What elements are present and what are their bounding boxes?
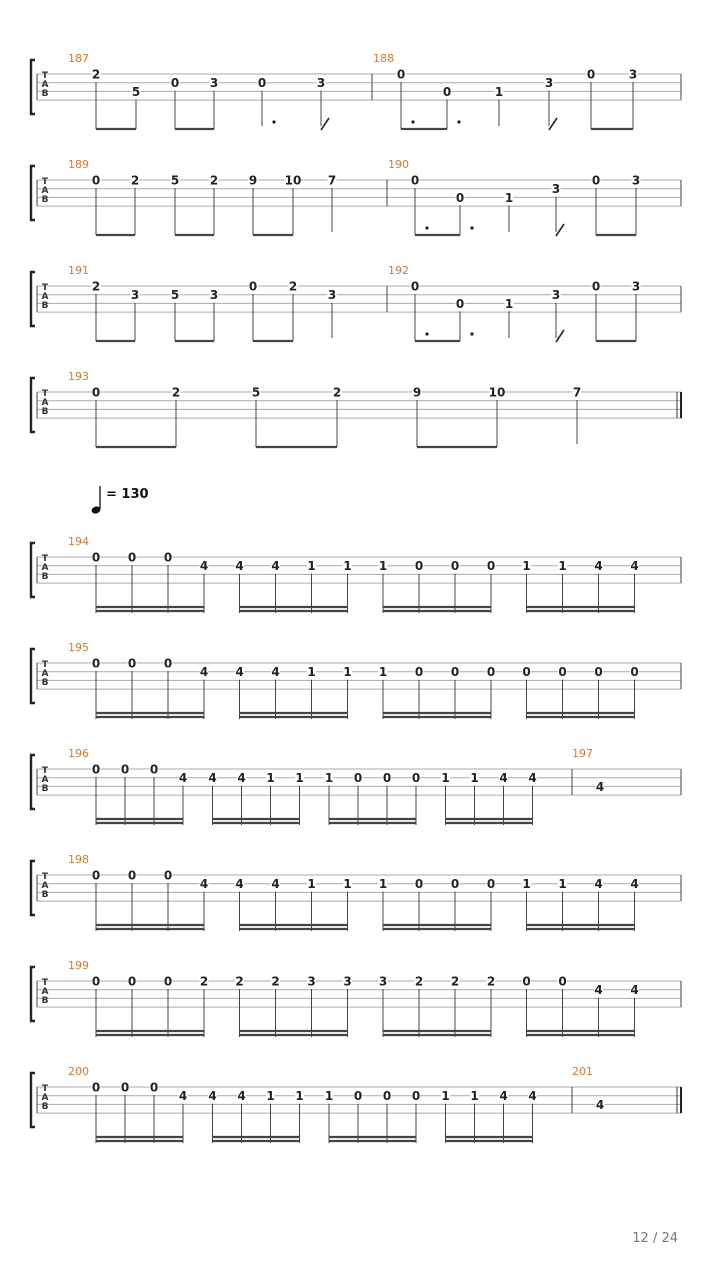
note-flag — [556, 224, 564, 236]
system-bracket — [31, 967, 35, 1021]
fret-number: 4 — [595, 1097, 605, 1112]
fret-number: 0 — [630, 665, 639, 680]
tab-clef-letter: B — [41, 89, 49, 99]
tab-clef-letter: T — [41, 978, 49, 988]
page-number: 12 / 24 — [632, 1231, 678, 1246]
fret-number: 4 — [595, 779, 605, 794]
fret-number: 0 — [127, 550, 137, 565]
fret-number: 5 — [170, 173, 180, 188]
fret-number: 0 — [486, 559, 496, 574]
fret-number: 3 — [130, 288, 140, 303]
fret-number: 0 — [558, 974, 567, 989]
fret-number: 0 — [450, 877, 460, 892]
system-bracket — [31, 755, 35, 809]
fret-number: 4 — [235, 877, 244, 892]
fret-number: 4 — [528, 1089, 537, 1104]
tab-system — [31, 158, 681, 236]
fret-number: 0 — [522, 974, 531, 989]
fret-number: 4 — [499, 1089, 508, 1104]
fret-number: 1 — [494, 84, 504, 99]
fret-number: 0 — [149, 762, 159, 777]
fret-number: 4 — [178, 1089, 188, 1104]
fret-number: 0 — [170, 76, 180, 91]
tab-system — [31, 853, 681, 931]
fret-number: 1 — [266, 1089, 275, 1104]
fret-number: 5 — [170, 288, 180, 303]
fret-number: 1 — [324, 1089, 334, 1104]
fret-number: 0 — [353, 771, 363, 786]
tab-clef-letter: B — [41, 407, 49, 417]
fret-number: 3 — [307, 974, 316, 989]
measure-number: 187 — [68, 52, 89, 65]
system-bracket — [31, 60, 35, 114]
fret-number: 1 — [504, 190, 514, 205]
tab-clef-letter: A — [41, 987, 49, 997]
fret-number: 0 — [163, 974, 173, 989]
fret-number: 1 — [378, 877, 388, 892]
fret-number: 4 — [271, 665, 280, 680]
tab-clef-letter: A — [41, 881, 49, 891]
duration-dot — [457, 120, 460, 123]
fret-number: 0 — [414, 559, 424, 574]
measure-number: 192 — [388, 264, 409, 277]
measure-number: 198 — [68, 853, 89, 866]
fret-number: 0 — [410, 279, 420, 294]
fret-number: 1 — [307, 877, 316, 892]
tab-clef-letter: A — [41, 80, 49, 90]
fret-number: 0 — [91, 868, 101, 883]
tab-system — [31, 52, 681, 130]
fret-number: 4 — [208, 1089, 217, 1104]
fret-number: 4 — [199, 559, 209, 574]
fret-number: 0 — [455, 296, 465, 311]
fret-number: 3 — [343, 974, 352, 989]
measure-number: 195 — [68, 641, 89, 654]
fret-number: 0 — [411, 771, 421, 786]
measure-number: 199 — [68, 959, 89, 972]
measure-number: 188 — [373, 52, 394, 65]
fret-number: 0 — [410, 173, 420, 188]
fret-number: 4 — [499, 771, 508, 786]
measure-number: 191 — [68, 264, 89, 277]
fret-number: 0 — [163, 656, 173, 671]
fret-number: 1 — [378, 665, 388, 680]
fret-number: 0 — [91, 656, 101, 671]
fret-number: 0 — [149, 1080, 159, 1095]
fret-number: 1 — [324, 771, 334, 786]
duration-dot — [425, 332, 428, 335]
fret-number: 3 — [209, 288, 219, 303]
fret-number: 3 — [327, 288, 337, 303]
fret-number: 1 — [441, 771, 450, 786]
fret-number: 1 — [295, 1089, 304, 1104]
fret-number: 0 — [120, 1080, 130, 1095]
fret-number: 1 — [522, 559, 531, 574]
fret-number: 4 — [594, 983, 603, 998]
fret-number: 3 — [631, 279, 641, 294]
fret-number: 0 — [91, 385, 101, 400]
fret-number: 0 — [127, 656, 137, 671]
system-bracket — [31, 649, 35, 703]
fret-number: 1 — [307, 665, 316, 680]
fret-number: 4 — [594, 559, 603, 574]
fret-number: 5 — [131, 84, 141, 99]
fret-number: 0 — [411, 1089, 421, 1104]
fret-number: 2 — [486, 974, 496, 989]
duration-dot — [411, 120, 414, 123]
fret-number: 9 — [412, 385, 422, 400]
tab-clef-letter: B — [41, 572, 49, 582]
fret-number: 1 — [558, 559, 567, 574]
system-bracket — [31, 166, 35, 220]
fret-number: 2 — [130, 173, 140, 188]
fret-number: 4 — [630, 983, 639, 998]
duration-dot — [272, 120, 275, 123]
tab-clef-letter: A — [41, 398, 49, 408]
fret-number: 0 — [163, 550, 173, 565]
fret-number: 1 — [441, 1089, 450, 1104]
tempo-value: = 130 — [106, 487, 149, 502]
fret-number: 0 — [382, 1089, 392, 1104]
tab-clef-letter: B — [41, 996, 49, 1006]
fret-number: 3 — [378, 974, 388, 989]
note-flag — [549, 118, 557, 130]
tab-clef-letter: B — [41, 784, 49, 794]
fret-number: 3 — [631, 173, 641, 188]
tab-clef-letter: A — [41, 669, 49, 679]
fret-number: 0 — [442, 84, 452, 99]
tab-clef-letter: B — [41, 1102, 49, 1112]
fret-number: 1 — [307, 559, 316, 574]
fret-number: 2 — [209, 173, 219, 188]
tab-clef-letter: A — [41, 775, 49, 785]
fret-number: 0 — [486, 877, 496, 892]
note-flag — [321, 118, 329, 130]
fret-number: 1 — [470, 1089, 479, 1104]
system-bracket — [31, 1073, 35, 1127]
fret-number: 2 — [450, 974, 460, 989]
measure-number: 190 — [388, 158, 409, 171]
fret-number: 0 — [127, 868, 137, 883]
tab-clef-letter: T — [41, 766, 49, 776]
fret-number: 9 — [248, 173, 258, 188]
fret-number: 0 — [127, 974, 137, 989]
fret-number: 4 — [630, 559, 639, 574]
fret-number: 3 — [628, 67, 638, 82]
fret-number: 0 — [353, 1089, 363, 1104]
tab-system — [31, 959, 681, 1037]
tab-clef-letter: A — [41, 1093, 49, 1103]
fret-number: 0 — [91, 974, 101, 989]
fret-number: 0 — [248, 279, 258, 294]
fret-number: 0 — [163, 868, 173, 883]
fret-number: 1 — [558, 877, 567, 892]
fret-number: 4 — [235, 559, 244, 574]
fret-number: 0 — [486, 665, 496, 680]
tab-clef-letter: T — [41, 283, 49, 293]
fret-number: 4 — [237, 1089, 246, 1104]
tab-system — [31, 535, 681, 613]
fret-number: 1 — [343, 877, 352, 892]
fret-number: 1 — [343, 559, 352, 574]
tab-system — [31, 264, 681, 342]
tab-system — [31, 747, 681, 825]
fret-number: 3 — [551, 182, 561, 197]
tab-clef-letter: T — [41, 71, 49, 81]
fret-number: 0 — [414, 665, 424, 680]
duration-dot — [425, 226, 428, 229]
fret-number: 4 — [271, 877, 280, 892]
system-bracket — [31, 272, 35, 326]
fret-number: 4 — [199, 877, 209, 892]
fret-number: 2 — [414, 974, 424, 989]
fret-number: 1 — [378, 559, 388, 574]
fret-number: 2 — [235, 974, 244, 989]
fret-number: 4 — [594, 877, 603, 892]
measure-number: 197 — [572, 747, 593, 760]
fret-number: 4 — [237, 771, 246, 786]
fret-number: 5 — [251, 385, 261, 400]
tab-clef-letter: B — [41, 890, 49, 900]
fret-number: 4 — [178, 771, 188, 786]
fret-number: 0 — [558, 665, 567, 680]
measure-number: 189 — [68, 158, 89, 171]
fret-number: 1 — [470, 771, 479, 786]
system-bracket — [31, 378, 35, 432]
fret-number: 4 — [199, 665, 209, 680]
fret-number: 0 — [591, 279, 601, 294]
measure-number: 194 — [68, 535, 89, 548]
fret-number: 0 — [591, 173, 601, 188]
fret-number: 0 — [91, 762, 101, 777]
tab-clef-letter: A — [41, 292, 49, 302]
system-bracket — [31, 543, 35, 597]
note-flag — [556, 330, 564, 342]
tempo-marking — [91, 486, 149, 515]
tab-clef-letter: T — [41, 554, 49, 564]
tab-clef-letter: T — [41, 1084, 49, 1094]
fret-number: 2 — [91, 67, 101, 82]
fret-number: 1 — [343, 665, 352, 680]
fret-number: 0 — [414, 877, 424, 892]
tab-clef-letter: B — [41, 678, 49, 688]
fret-number: 3 — [551, 288, 561, 303]
tab-clef-letter: T — [41, 389, 49, 399]
fret-number: 2 — [91, 279, 101, 294]
fret-number: 4 — [271, 559, 280, 574]
tab-clef-letter: A — [41, 186, 49, 196]
tab-clef-letter: T — [41, 177, 49, 187]
fret-number: 0 — [594, 665, 603, 680]
fret-number: 3 — [209, 76, 219, 91]
tab-system — [31, 1065, 681, 1143]
fret-number: 0 — [382, 771, 392, 786]
measure-number: 200 — [68, 1065, 89, 1078]
fret-number: 0 — [522, 665, 531, 680]
tab-clef-letter: A — [41, 563, 49, 573]
measure-number: 201 — [572, 1065, 593, 1078]
fret-number: 1 — [295, 771, 304, 786]
fret-number: 7 — [327, 173, 337, 188]
tab-system — [31, 641, 681, 719]
tab-clef-letter: T — [41, 872, 49, 882]
duration-dot — [470, 226, 473, 229]
fret-number: 4 — [235, 665, 244, 680]
measure-number: 193 — [68, 370, 89, 383]
fret-number: 0 — [396, 67, 406, 82]
fret-number: 3 — [544, 76, 554, 91]
fret-number: 2 — [271, 974, 280, 989]
fret-number: 2 — [171, 385, 181, 400]
tab-clef-letter: B — [41, 301, 49, 311]
fret-number: 1 — [266, 771, 275, 786]
fret-number: 0 — [450, 559, 460, 574]
fret-number: 2 — [332, 385, 342, 400]
fret-number: 3 — [316, 76, 326, 91]
fret-number: 0 — [91, 1080, 101, 1095]
fret-number: 0 — [91, 550, 101, 565]
fret-number: 0 — [257, 76, 267, 91]
fret-number: 1 — [522, 877, 531, 892]
tab-clef-letter: B — [41, 195, 49, 205]
fret-number: 2 — [288, 279, 298, 294]
fret-number: 0 — [455, 190, 465, 205]
fret-number: 0 — [450, 665, 460, 680]
measure-number: 196 — [68, 747, 89, 760]
tab-system — [31, 370, 681, 447]
fret-number: 4 — [208, 771, 217, 786]
fret-number: 10 — [488, 385, 506, 400]
fret-number: 4 — [528, 771, 537, 786]
fret-number: 2 — [199, 974, 209, 989]
fret-number: 0 — [120, 762, 130, 777]
system-bracket — [31, 861, 35, 915]
fret-number: 1 — [504, 296, 514, 311]
fret-number: 0 — [586, 67, 596, 82]
fret-number: 10 — [284, 173, 302, 188]
fret-number: 7 — [572, 385, 582, 400]
tab-clef-letter: T — [41, 660, 49, 670]
fret-number: 4 — [630, 877, 639, 892]
fret-number: 0 — [91, 173, 101, 188]
duration-dot — [470, 332, 473, 335]
